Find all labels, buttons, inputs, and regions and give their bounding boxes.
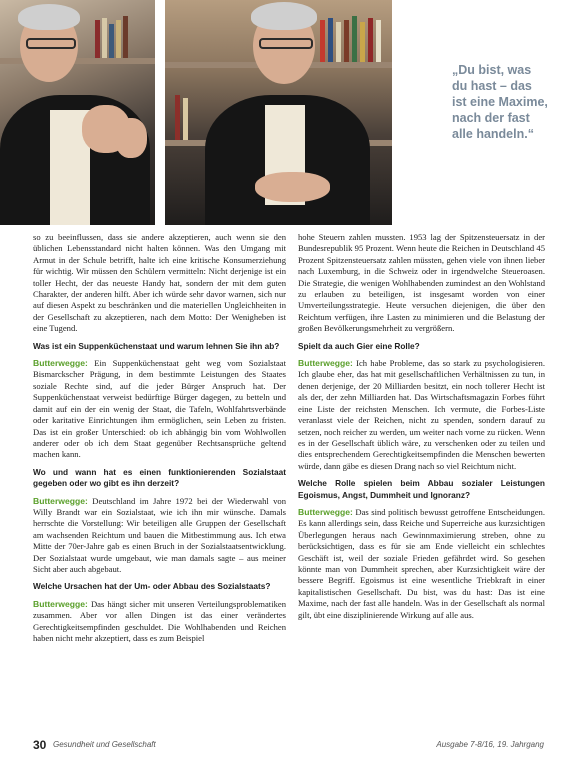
- speaker-label: Butterwegge:: [33, 495, 88, 506]
- interview-question: Was ist ein Suppenküchenstaat und warum lehnen Sie ihn ab?: [33, 340, 280, 351]
- paragraph: hohe Steuern zahlen mussten. 1953 lag der Spitzensteuersatz in der Bundesrepublik 95 Prozent. Wenn heute die Reichen in Deutschland 45 Prozent Spitzensteuersatz zahlen müssten, gehen viele von ihnen lieber nach Luxemburg, in die Schweiz oder in irgendwelche Steueroasen. Die Strategie, die wenigen Wohlhabenden zumindest an den Wohlstand zu erlauben zu beteiligen, ist insgesamt worden von einer Umverteilungsstrategie. Heute versuchen diejenigen, die über den Reichtum verfügen, ihre Lasten zu minimieren und die Belastung der großen Bevölkerungsmehrheit zu vergrößern.: [298, 232, 545, 334]
- interview-question: Welche Rolle spielen beim Abbau sozialer Leistungen Egoismus, Angst, Dummheit und Ignoranz?: [298, 478, 545, 500]
- article-column-left: [33, 232, 286, 650]
- pull-quote: „Du bist, was du hast – das ist eine Maxime, nach der fast alle handeln.“: [452, 63, 548, 141]
- interview-answer: Butterwegge: Ich habe Probleme, das so stark zu psychologisieren. Ich glaube eher, das hat mit gesellschaftlichen Verhältnissen zu tun, in denen derjenige, der 20 Milliarden besitzt, ein noch tollerer Hecht ist als der, der zehn Milliarden hat. Das Wirtschaftsmagazin Forbes führt eine Liste der reichsten Menschen. Ich vermute, die Forbes-Liste veranlasst viele der Reichen, nicht zu spenden, sondern darauf zu setzen, noch reicher zu werden, um weiter nach vorne zu rücken. Wenn es in der Gesellschaft üblich wäre, zu verschenken oder zu teilen und dies entsprechendem Gerechtigkeitsempfinden die Menschen bewerten würde, dann gäbe es diesen Drang nach so viel Reichtum nicht.: [298, 358, 545, 471]
- photo-interview-right: [165, 0, 392, 225]
- paragraph: so zu beeinflussen, dass sie andere akzeptieren, auch wenn sie den üblichen Lebensstandard nicht halten können. Was den Umgang mit Armut in der Schule betrifft, halte ich eine kritische Konsumerziehung für wichtig. Wir müssen den Schülern vermitteln: Nicht derjenige ist ein toller Hecht, der das neueste Handy hat, sondern der mit dem guten Charakter, der anderen hilft. Aber ich würde sehr davor warnen, sich nur auf diesen Aspekt zu beschränken und die materiellen Ungleichheiten in der Gesellschaft zu akzeptieren, nach dem Motto: Der Wenigheben ist eine Tugend.: [33, 232, 286, 334]
- interview-answer: Butterwegge: Deutschland im Jahre 1972 bei der Wiederwahl von Willy Brandt war ein Sozialstaat, wie ich ihn mir wünsche. Damals herrschte die Vorstellung: Wir beteiligen alle Gruppen der Gesellschaft am wachsenden Reichtum und bauen die Mitbestimmung aus. Ich etwa Mitte der 70er-Jahre gab es einen Bruch in der Sozialstaatsentwicklung. Der Sozialstaat wurde umgebaut, wie man damals sagte – aus meiner Sicht aber auch abgebaut.: [33, 495, 286, 574]
- speaker-label: Butterwegge:: [33, 598, 88, 609]
- page-footer: [33, 738, 544, 758]
- interview-question: Spielt da auch Gier eine Rolle?: [298, 340, 420, 351]
- interview-answer: Butterwegge: Ein Suppenküchenstaat geht weg vom Sozialstaat Bismarckscher Prägung, in dem bestimmte Leistungen des Staates soziale Rechte sind, auf die jeder Bürger Anspruch hat. Der Suppenküchenstaat verweist bedürftige Bürger dagegen, zu betteln und damit auf ein der ein wenig der Staat, die Tafeln, Wohlfahrtsverbände oder karitative Einrichtungen ihm ermöglichen, sein Leben zu fristen. Das ist ein großer Unterschied: ob ich abhängig bin vom Wohlwollen anderer oder ob ich dem Staat gegenüber Rechtsansprüche geltend machen kann.: [33, 358, 286, 460]
- interview-answer: Butterwegge: Das hängt sicher mit unseren Verteilungsproblematiken zusammen. Aber vor allen Dingen ist das einer verändertes Gerechtigkeitsempfinden geschuldet. Die Wohlhabenden und Reichen haben nicht mehr akzeptiert, dass es zum Beispiel: [33, 598, 286, 643]
- page-number: 30: [33, 738, 47, 752]
- speaker-label: Butterwegge:: [298, 506, 353, 517]
- speaker-label: Butterwegge:: [298, 358, 353, 369]
- publication-name: Gesundheit und Gesellschaft: [53, 740, 156, 749]
- issue-info: Ausgabe 7-8/16, 19. Jahrgang: [436, 740, 544, 749]
- speaker-label: Butterwegge:: [33, 358, 88, 369]
- interview-question: Welche Ursachen hat der Um- oder Abbau des Sozialstaats?: [33, 581, 271, 592]
- photo-interview-left: [0, 0, 155, 225]
- article-column-right: [298, 232, 545, 627]
- interview-question: Wo und wann hat es einen funktionierenden Sozialstaat gegeben oder wo gibt es ihn derzeit?: [33, 466, 286, 489]
- interview-answer: Butterwegge: Das sind politisch bewusst getroffene Entscheidungen. Es kann allerdings sein, dass Reiche und Superreiche aus kurzsichtigen Überlegungen heraus nach Gewinnmaximierung streben, ohne zu berücksichtigen, dass es für sie am Ende vielleicht ein schlechtes Geschäft ist, weil der soziale Frieden gefährdet wird. So gesehen könnte man von Dummheit sprechen, aber Kurzsichtigkeit wäre der bessere Begriff. Egoismus ist eine wesentliche Triebkraft in einer kapitalistischen Gesellschaft. Du bist, was du hast: Das ist eine Maxime, nach der fast alle handeln. Was in der Gesellschaft als normal gilt, übt eine disziplinierende Wirkung auf alle aus.: [298, 506, 545, 620]
